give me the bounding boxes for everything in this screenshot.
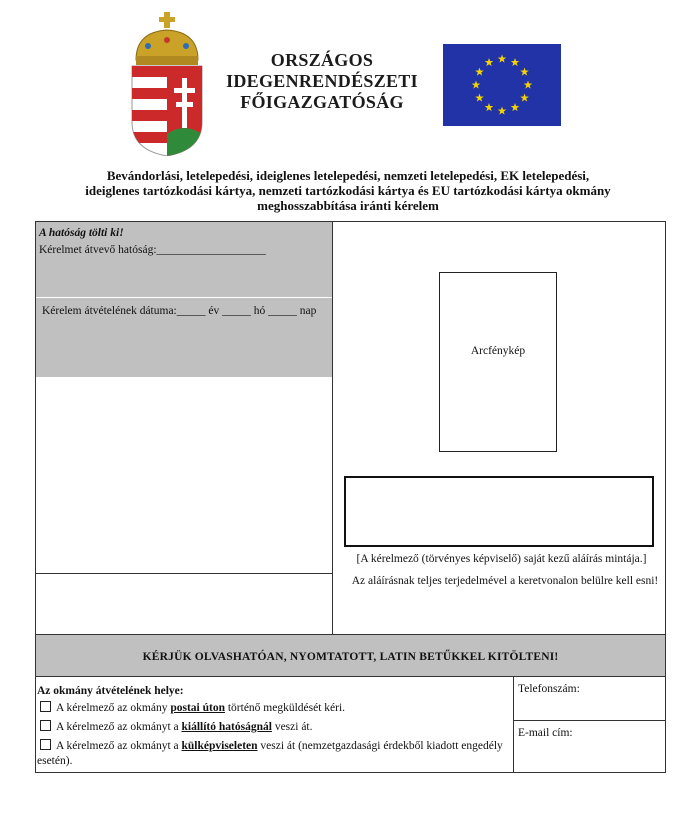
signature-caption: [A kérelmező (törvényes képviselő) saját kezű aláírás mintája.] [356,553,647,565]
receiving-authority-field[interactable] [39,243,266,257]
receipt-date-section [36,297,332,377]
checkbox[interactable] [40,701,51,712]
receipt-date-label: Kérelem átvételének dátuma: [42,305,177,317]
year-label: év [208,305,220,317]
agency-line: ORSZÁGOS [270,50,374,70]
hungarian-coat-of-arms-icon [128,12,206,156]
agency-name [222,50,422,113]
checkbox[interactable] [40,720,51,731]
title-line: meghosszabbítása iránti kérelem [257,198,439,213]
year-blank: _____ [176,305,206,317]
option-text: A kérelmező az okmány [56,702,171,714]
receipt-date-field[interactable] [42,304,316,318]
receiving-authority-label: Kérelmet átvevő hatóság: [39,244,157,256]
signature-note: Az aláírásnak teljes terjedelmével a keretvonalon belülre kell esni! [351,575,659,587]
title-line: ideiglenes tartózkodási kártya, nemzeti tartózkodási kártya és EU tartózkodási kártya okmány [85,183,611,198]
option-text: történő megküldését kéri. [224,702,346,714]
notice-text: KÉRJÜK OLVASHATÓAN, NYOMTATOTT, LATIN BETŰKKEL KITÖLTENI! [142,651,559,663]
month-label: hó [253,305,266,317]
delivery-heading: Az okmány átvételének helye: [37,685,184,697]
checkbox[interactable] [40,739,51,750]
receiving-authority-blank: ___________________ [156,244,266,256]
eu-flag-icon [443,44,561,126]
option-text: A kérelmező az okmányt a [56,740,182,752]
agency-line: FŐIGAZGATÓSÁG [240,92,404,112]
column-divider [332,222,333,634]
photo-box[interactable] [439,272,557,452]
form-title [60,168,636,213]
section-divider [36,573,332,574]
option-text: A kérelmező az okmányt a [56,721,182,733]
option-text: veszi át. [271,721,313,733]
photo-label: Arcfénykép [470,345,526,357]
option-emphasis: külképviseleten [181,740,258,752]
signature-box[interactable] [344,476,654,547]
notice-bar [36,634,665,677]
month-blank: _____ [222,305,251,317]
delivery-option-consulate[interactable] [37,739,507,769]
phone-field[interactable] [518,682,580,696]
option-emphasis: postai úton [170,702,225,714]
title-line: Bevándorlási, letelepedési, ideiglenes letelepedési, nemzeti letelepedési, EK letelepedési, [106,168,590,183]
contact-hline [513,720,665,721]
email-label: E-mail cím: [518,727,573,739]
delivery-option-authority[interactable] [40,720,510,734]
authority-section [36,222,332,297]
contact-divider [513,677,514,773]
phone-label: Telefonszám: [518,683,580,695]
day-blank: _____ [268,305,297,317]
day-label: nap [299,305,317,317]
email-field[interactable] [518,726,573,740]
agency-line: IDEGENRENDÉSZETI [226,71,418,91]
option-emphasis: kiállító hatóságnál [181,721,272,733]
authority-heading: A hatóság tölti ki! [39,227,124,239]
option-text: veszi át (nemzetgazdasági érdekből kiadott engedély esetén). [37,740,503,767]
delivery-option-post[interactable] [40,701,510,715]
application-form [35,221,666,773]
